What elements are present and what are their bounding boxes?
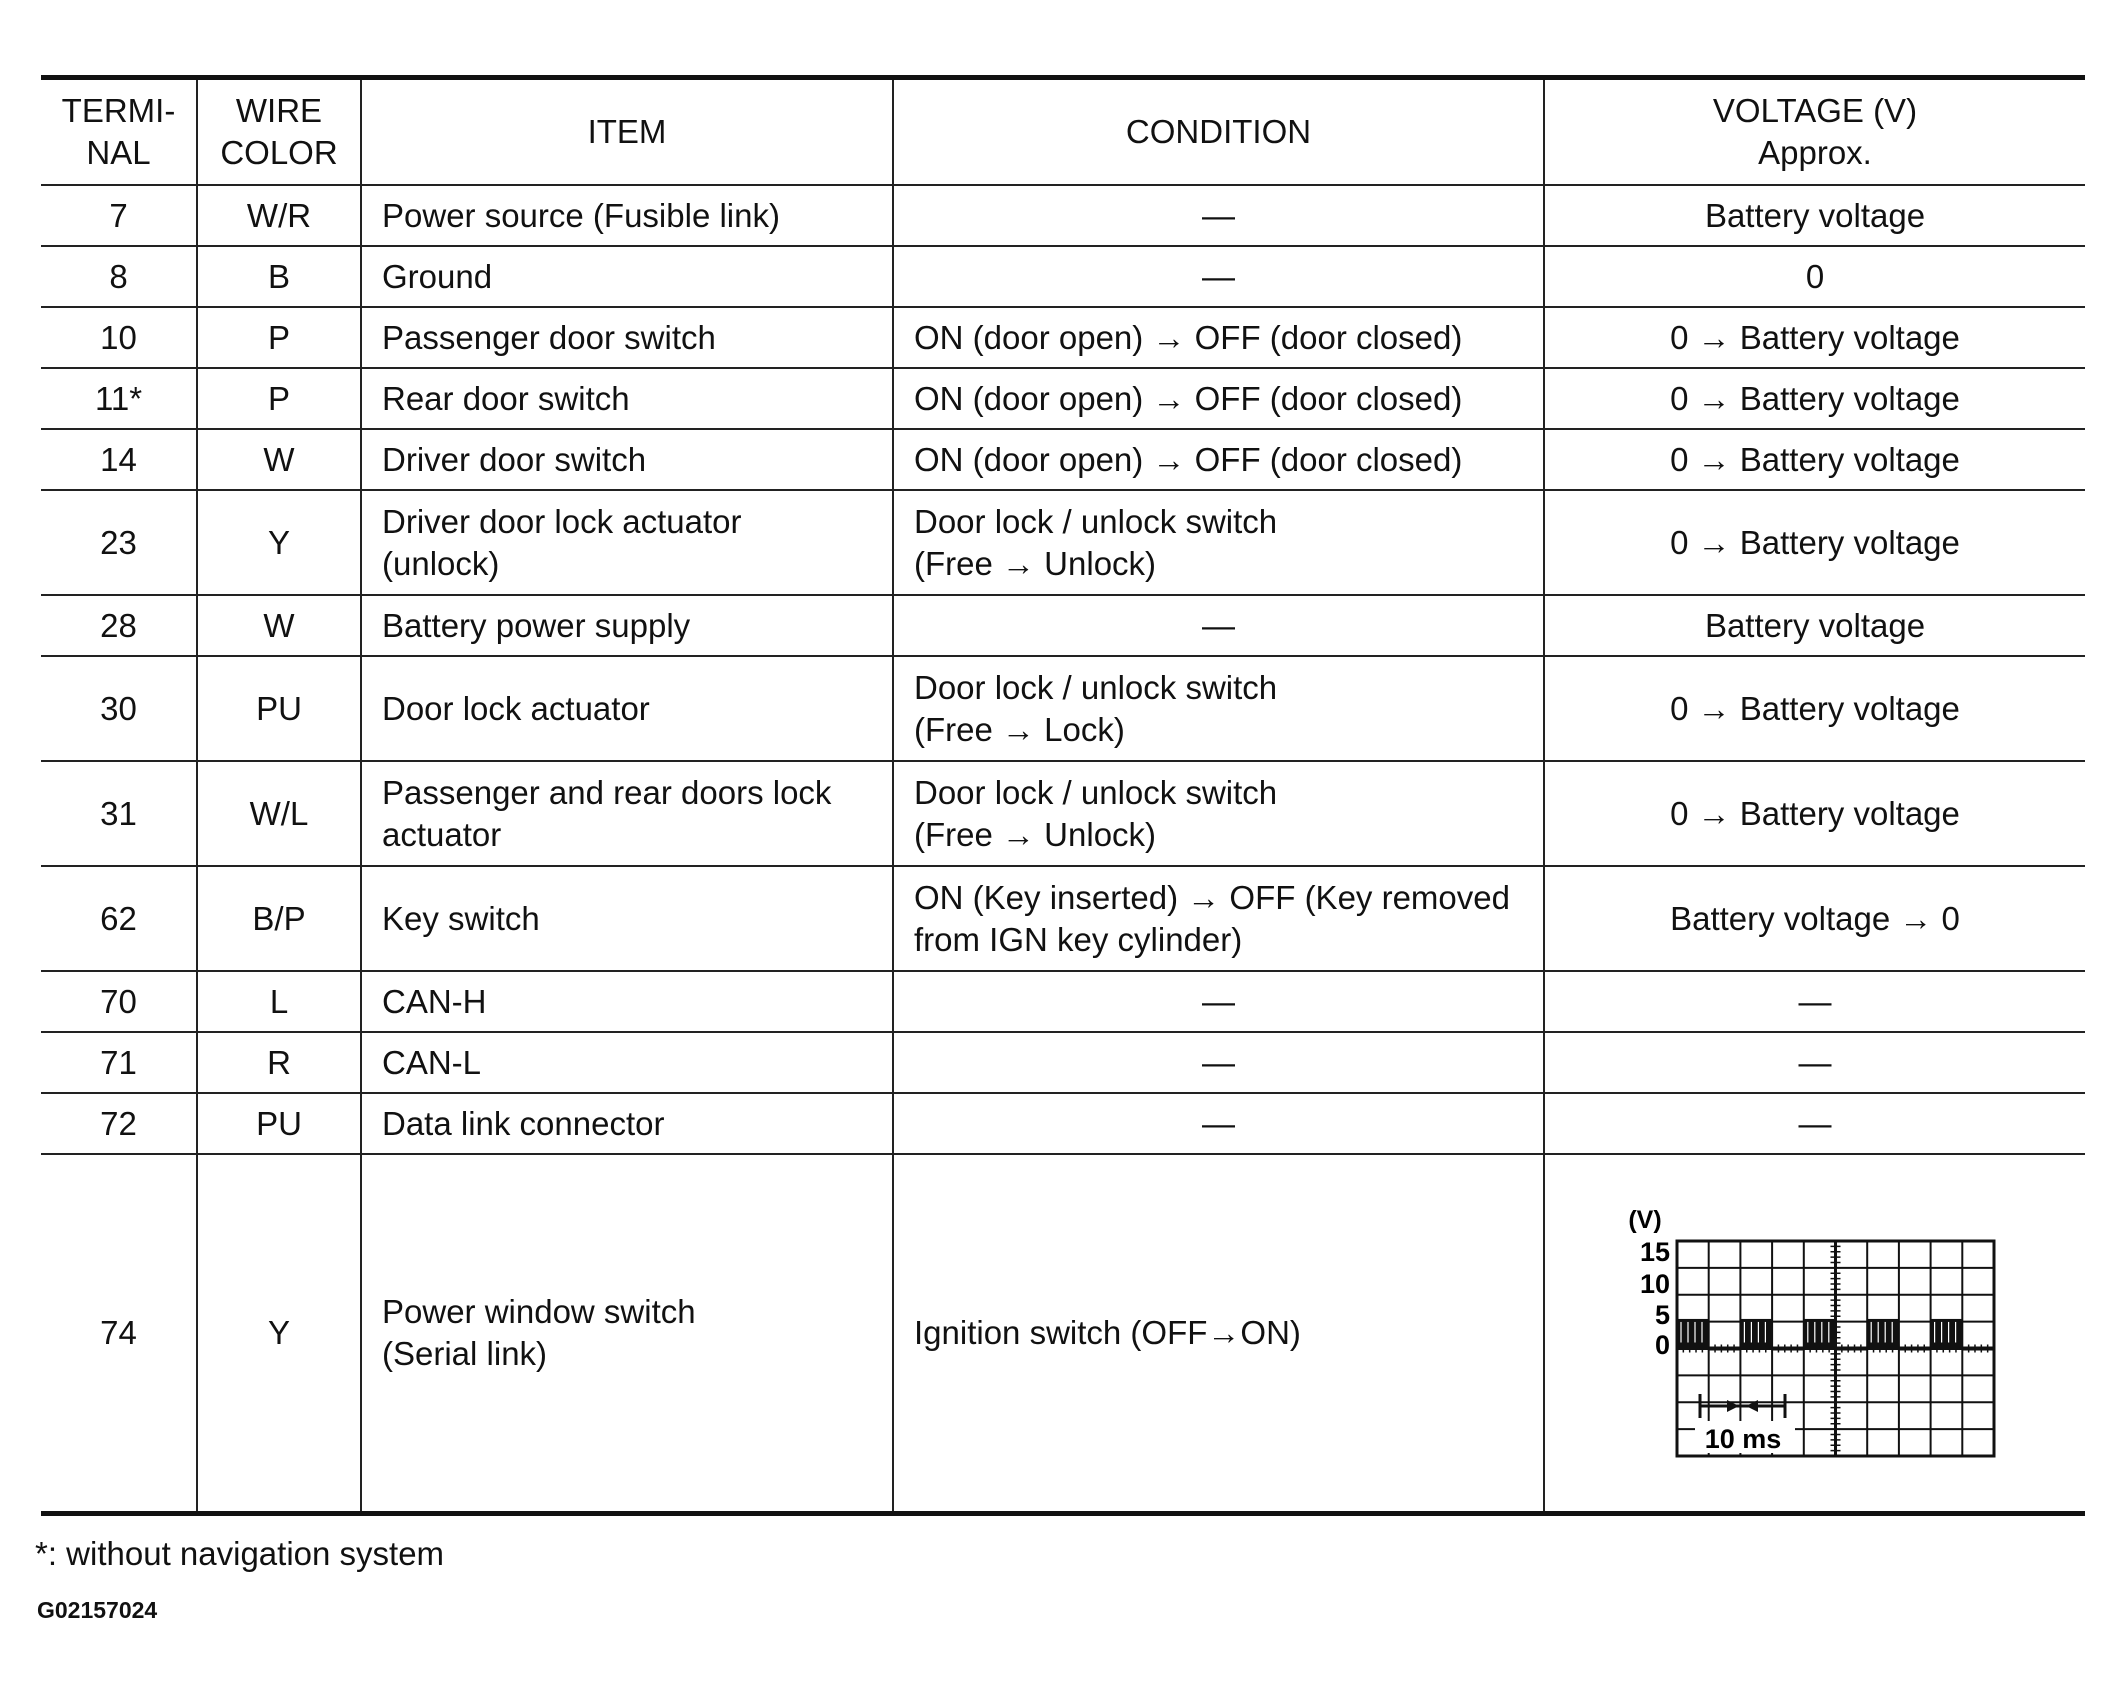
voltage-waveform-cell bbox=[1544, 1154, 2085, 1514]
voltage-cell: 0 bbox=[1544, 246, 2085, 307]
time-scale-label: 10 ms bbox=[1704, 1424, 1782, 1454]
condition-cell: ON (door open) → OFF (door closed) bbox=[893, 429, 1544, 490]
signal-burst bbox=[1740, 1319, 1772, 1349]
header-row bbox=[41, 78, 2085, 186]
condition-cell: ON (door open) → OFF (door closed) bbox=[893, 368, 1544, 429]
condition-cell: — bbox=[893, 595, 1544, 656]
header-condition: CONDITION bbox=[893, 78, 1544, 186]
wire-color-cell: R bbox=[197, 1032, 361, 1093]
figure-id: G02157024 bbox=[37, 1597, 158, 1623]
terminal-cell: 74 bbox=[41, 1154, 197, 1514]
terminal-cell: 62 bbox=[41, 866, 197, 971]
header-wire-line1: WIRE bbox=[235, 92, 323, 129]
table-row bbox=[41, 490, 2085, 595]
wire-color-cell: Y bbox=[197, 490, 361, 595]
oscilloscope-waveform bbox=[1615, 1198, 2015, 1468]
wire-color-cell: W bbox=[197, 429, 361, 490]
wire-color-cell: W bbox=[197, 595, 361, 656]
voltage-cell: 0 → Battery voltage bbox=[1544, 490, 2085, 595]
voltage-cell: Battery voltage bbox=[1544, 595, 2085, 656]
item-cell: Rear door switch bbox=[361, 368, 893, 429]
wire-color-cell: L bbox=[197, 971, 361, 1032]
terminal-cell: 7 bbox=[41, 185, 197, 246]
y-tick-label: 0 bbox=[1654, 1330, 1670, 1360]
item-cell: CAN-L bbox=[361, 1032, 893, 1093]
condition-cell: ON (Key inserted) → OFF (Key removed from IGN key cylinder) bbox=[893, 866, 1544, 971]
signal-burst bbox=[1931, 1319, 1963, 1349]
header-terminal-line2: NAL bbox=[86, 134, 151, 171]
wire-color-cell: B/P bbox=[197, 866, 361, 971]
item-cell: Driver door switch bbox=[361, 429, 893, 490]
header-terminal-line1: TERMI- bbox=[61, 92, 176, 129]
voltage-cell: 0 → Battery voltage bbox=[1544, 429, 2085, 490]
waveform-signal bbox=[1677, 1319, 1994, 1349]
terminal-cell: 28 bbox=[41, 595, 197, 656]
wire-color-cell: W/R bbox=[197, 185, 361, 246]
condition-cell: — bbox=[893, 971, 1544, 1032]
condition-cell: — bbox=[893, 246, 1544, 307]
wire-color-cell: PU bbox=[197, 1093, 361, 1154]
voltage-cell: 0 → Battery voltage bbox=[1544, 368, 2085, 429]
item-cell: Passenger door switch bbox=[361, 307, 893, 368]
table-row bbox=[41, 595, 2085, 656]
header-voltage bbox=[1544, 78, 2085, 186]
item-cell: Passenger and rear doors lock actuator bbox=[361, 761, 893, 866]
item-cell: Key switch bbox=[361, 866, 893, 971]
voltage-cell: 0 → Battery voltage bbox=[1544, 307, 2085, 368]
terminal-cell: 72 bbox=[41, 1093, 197, 1154]
voltage-cell: 0 → Battery voltage bbox=[1544, 761, 2085, 866]
header-voltage-line1: VOLTAGE (V) bbox=[1712, 92, 1918, 129]
item-cell: Door lock actuator bbox=[361, 656, 893, 761]
terminal-cell: 14 bbox=[41, 429, 197, 490]
item-cell: Driver door lock actuator (unlock) bbox=[361, 490, 893, 595]
footnote: *: without navigation system bbox=[35, 1535, 445, 1572]
terminal-cell: 71 bbox=[41, 1032, 197, 1093]
terminal-cell: 30 bbox=[41, 656, 197, 761]
y-tick-label: 10 bbox=[1639, 1269, 1670, 1299]
condition-cell: ON (door open) → OFF (door closed) bbox=[893, 307, 1544, 368]
table-row bbox=[41, 971, 2085, 1032]
voltage-cell: — bbox=[1544, 1032, 2085, 1093]
item-cell: Battery power supply bbox=[361, 595, 893, 656]
terminal-cell: 8 bbox=[41, 246, 197, 307]
voltage-cell: — bbox=[1544, 1093, 2085, 1154]
wire-color-cell: P bbox=[197, 307, 361, 368]
y-tick-label: 15 bbox=[1639, 1237, 1670, 1267]
table-row bbox=[41, 429, 2085, 490]
header-voltage-line2: Approx. bbox=[1758, 134, 1872, 171]
voltage-cell: Battery voltage bbox=[1544, 185, 2085, 246]
condition-cell: Door lock / unlock switch (Free → Lock) bbox=[893, 656, 1544, 761]
table-row bbox=[41, 1154, 2085, 1514]
item-cell: Data link connector bbox=[361, 1093, 893, 1154]
voltage-cell: 0 → Battery voltage bbox=[1544, 656, 2085, 761]
wire-color-cell: W/L bbox=[197, 761, 361, 866]
table-row bbox=[41, 866, 2085, 971]
table-row bbox=[41, 656, 2085, 761]
condition-cell: — bbox=[893, 185, 1544, 246]
voltage-cell: Battery voltage → 0 bbox=[1544, 866, 2085, 971]
wire-color-cell: B bbox=[197, 246, 361, 307]
condition-cell: Ignition switch (OFF→ON) bbox=[893, 1154, 1544, 1514]
table-row bbox=[41, 1032, 2085, 1093]
condition-cell: Door lock / unlock switch (Free → Unlock) bbox=[893, 490, 1544, 595]
terminal-cell: 10 bbox=[41, 307, 197, 368]
wire-color-cell: PU bbox=[197, 656, 361, 761]
item-cell: Power source (Fusible link) bbox=[361, 185, 893, 246]
table-row bbox=[41, 246, 2085, 307]
header-wire-color bbox=[197, 78, 361, 186]
header-item: ITEM bbox=[361, 78, 893, 186]
table-row bbox=[41, 185, 2085, 246]
terminal-cell: 11* bbox=[41, 368, 197, 429]
header-wire-line2: COLOR bbox=[220, 134, 338, 171]
table-row bbox=[41, 761, 2085, 866]
item-cell: Ground bbox=[361, 246, 893, 307]
signal-burst bbox=[1804, 1319, 1836, 1349]
table-row bbox=[41, 368, 2085, 429]
signal-burst bbox=[1677, 1319, 1709, 1349]
terminal-cell: 23 bbox=[41, 490, 197, 595]
voltage-cell: — bbox=[1544, 971, 2085, 1032]
condition-cell: — bbox=[893, 1032, 1544, 1093]
condition-cell: Door lock / unlock switch (Free → Unlock) bbox=[893, 761, 1544, 866]
item-cell: CAN-H bbox=[361, 971, 893, 1032]
table-row bbox=[41, 307, 2085, 368]
terminal-cell: 70 bbox=[41, 971, 197, 1032]
header-terminal bbox=[41, 78, 197, 186]
condition-cell: — bbox=[893, 1093, 1544, 1154]
terminal-voltage-table bbox=[41, 75, 2085, 1516]
y-tick-label: 5 bbox=[1654, 1300, 1670, 1330]
signal-burst bbox=[1867, 1319, 1899, 1349]
terminal-cell: 31 bbox=[41, 761, 197, 866]
wire-color-cell: P bbox=[197, 368, 361, 429]
waveform-unit-label: (V) bbox=[1628, 1206, 1662, 1234]
table-row bbox=[41, 1093, 2085, 1154]
item-cell: Power window switch (Serial link) bbox=[361, 1154, 893, 1514]
wire-color-cell: Y bbox=[197, 1154, 361, 1514]
